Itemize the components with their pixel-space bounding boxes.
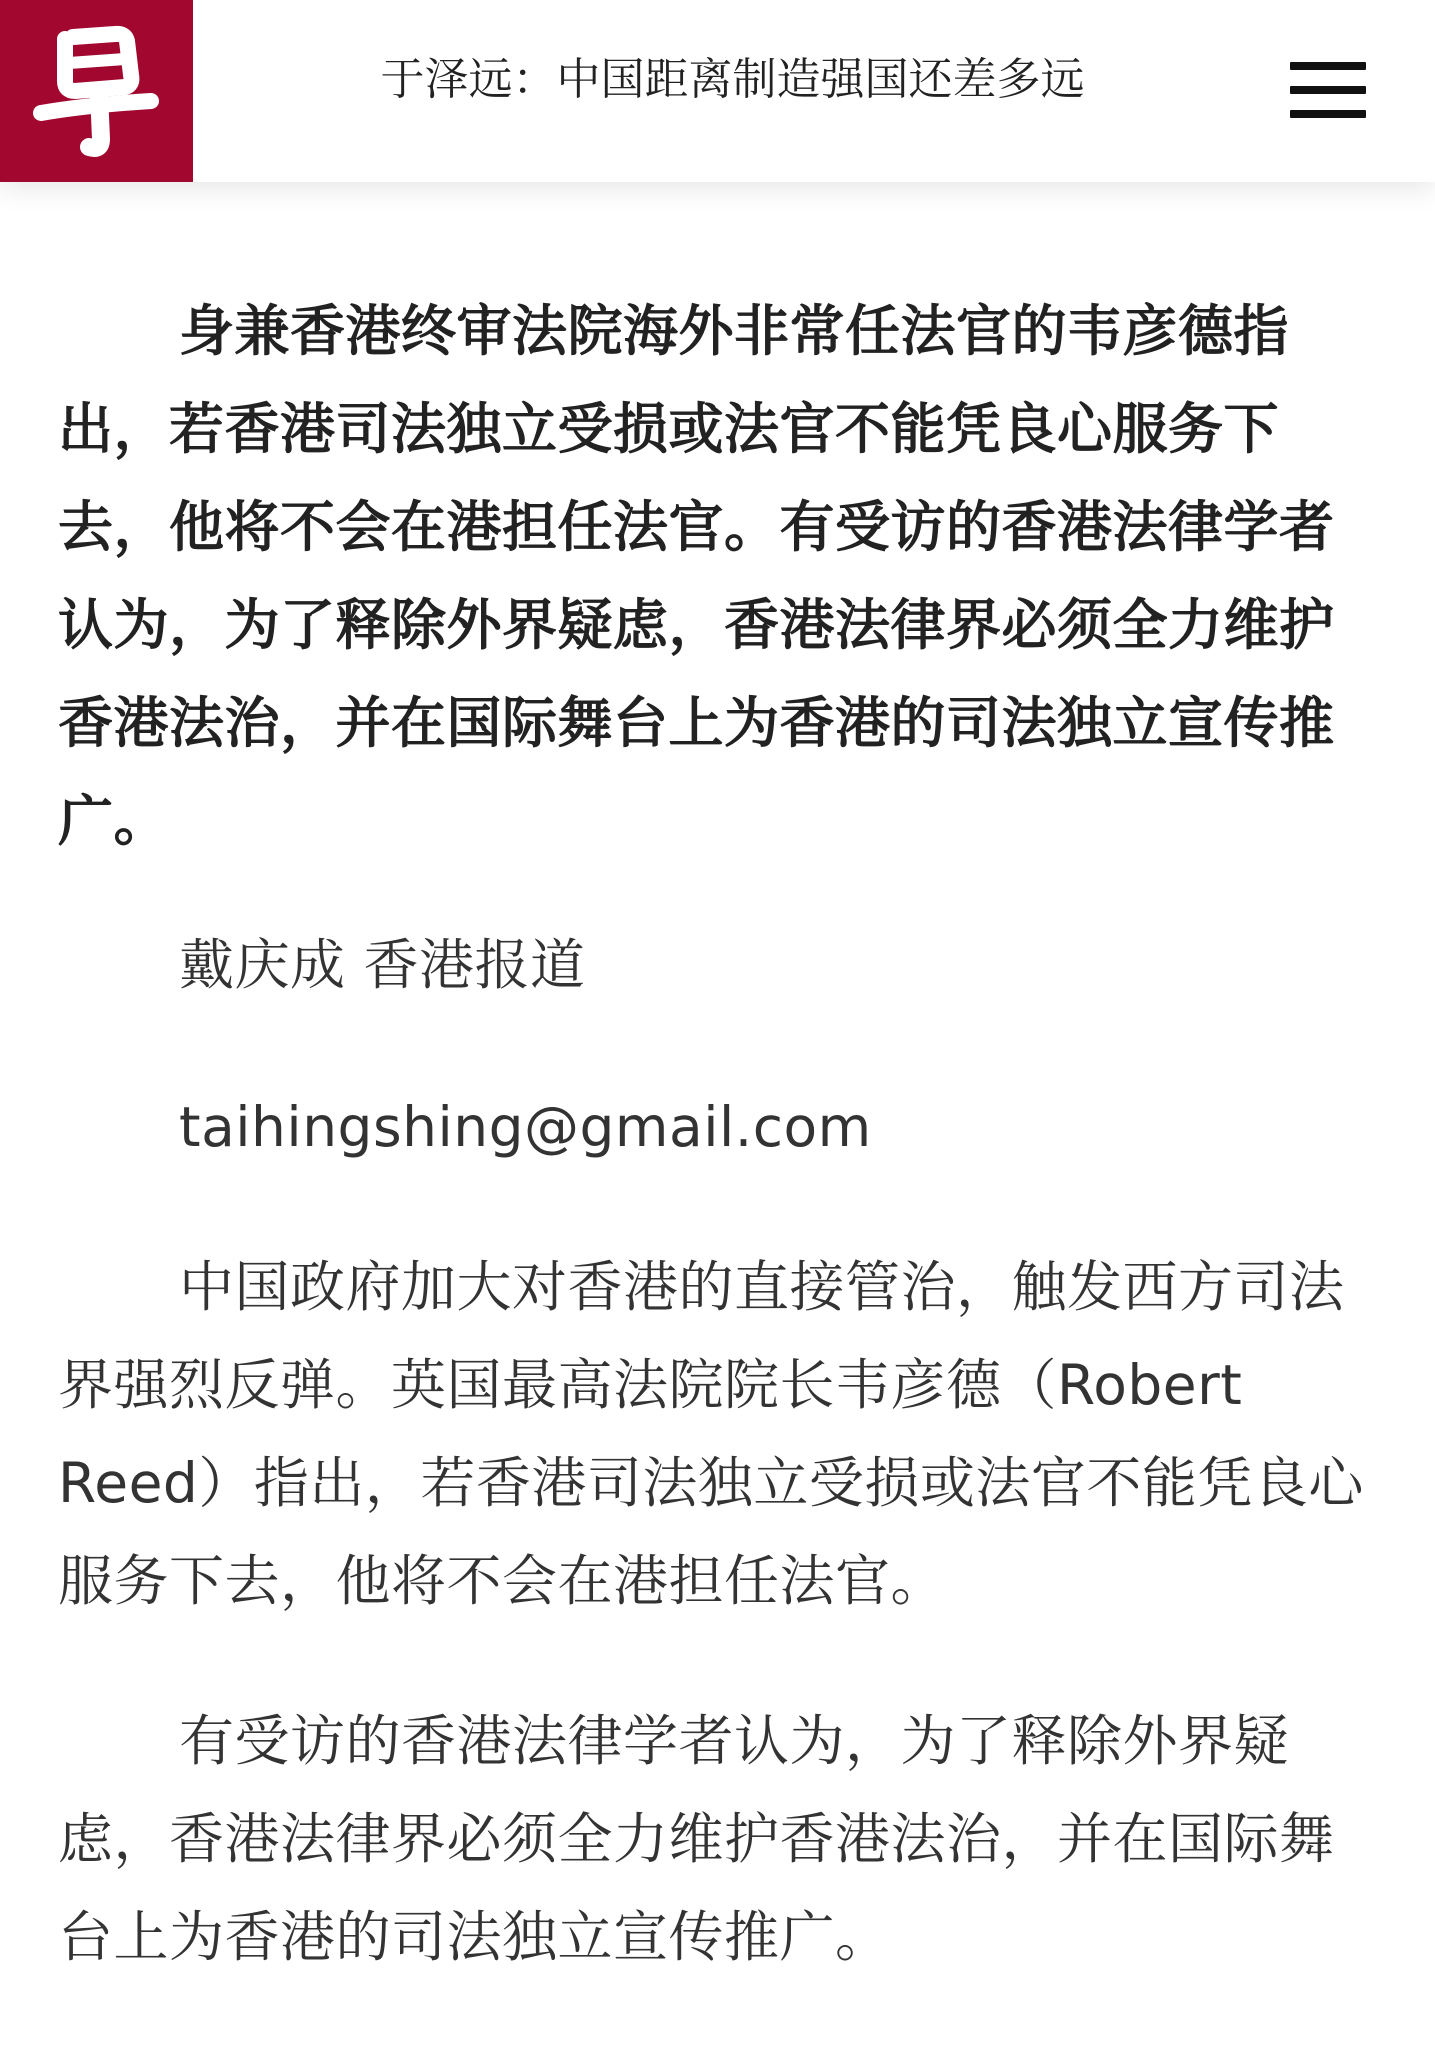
- menu-line: [1290, 62, 1366, 70]
- article-body: [58, 282, 1368, 1986]
- top-navigation-bar: [0, 0, 1435, 182]
- zaobao-logo[interactable]: [0, 0, 193, 182]
- author-email[interactable]: taihingshing@gmail.com: [179, 1095, 872, 1159]
- article-paragraph: 有受访的香港法律学者认为，为了释除外界疑虑，香港法律界必须全力维护香港法治，并在国际舞台上为香港的司法独立宣传推广。: [58, 1709, 1335, 1969]
- article-lead: 身兼香港终审法院海外非常任法官的韦彦德指出，若香港司法独立受损或法官不能凭良心服务下去，他将不会在港担任法官。有受访的香港法律学者认为，为了释除外界疑虑，香港法律界必须全力维护香港法治，并在国际舞台上为香港的司法独立宣传推广。: [58, 299, 1335, 853]
- menu-line: [1290, 86, 1366, 94]
- article-title: 于泽远：中国距离制造强国还差多远: [380, 54, 1085, 105]
- zao-logo-icon: [27, 21, 167, 161]
- article-byline: 戴庆成 香港报道: [179, 933, 586, 997]
- article-paragraph: 中国政府加大对香港的直接管治，触发西方司法界强烈反弹。英国最高法院院长韦彦德（Robert Reed）指出，若香港司法独立受损或法官不能凭良心服务下去，他将不会在港担任法官。: [58, 1255, 1364, 1613]
- hamburger-menu-icon[interactable]: [1290, 56, 1366, 122]
- menu-line: [1290, 110, 1366, 118]
